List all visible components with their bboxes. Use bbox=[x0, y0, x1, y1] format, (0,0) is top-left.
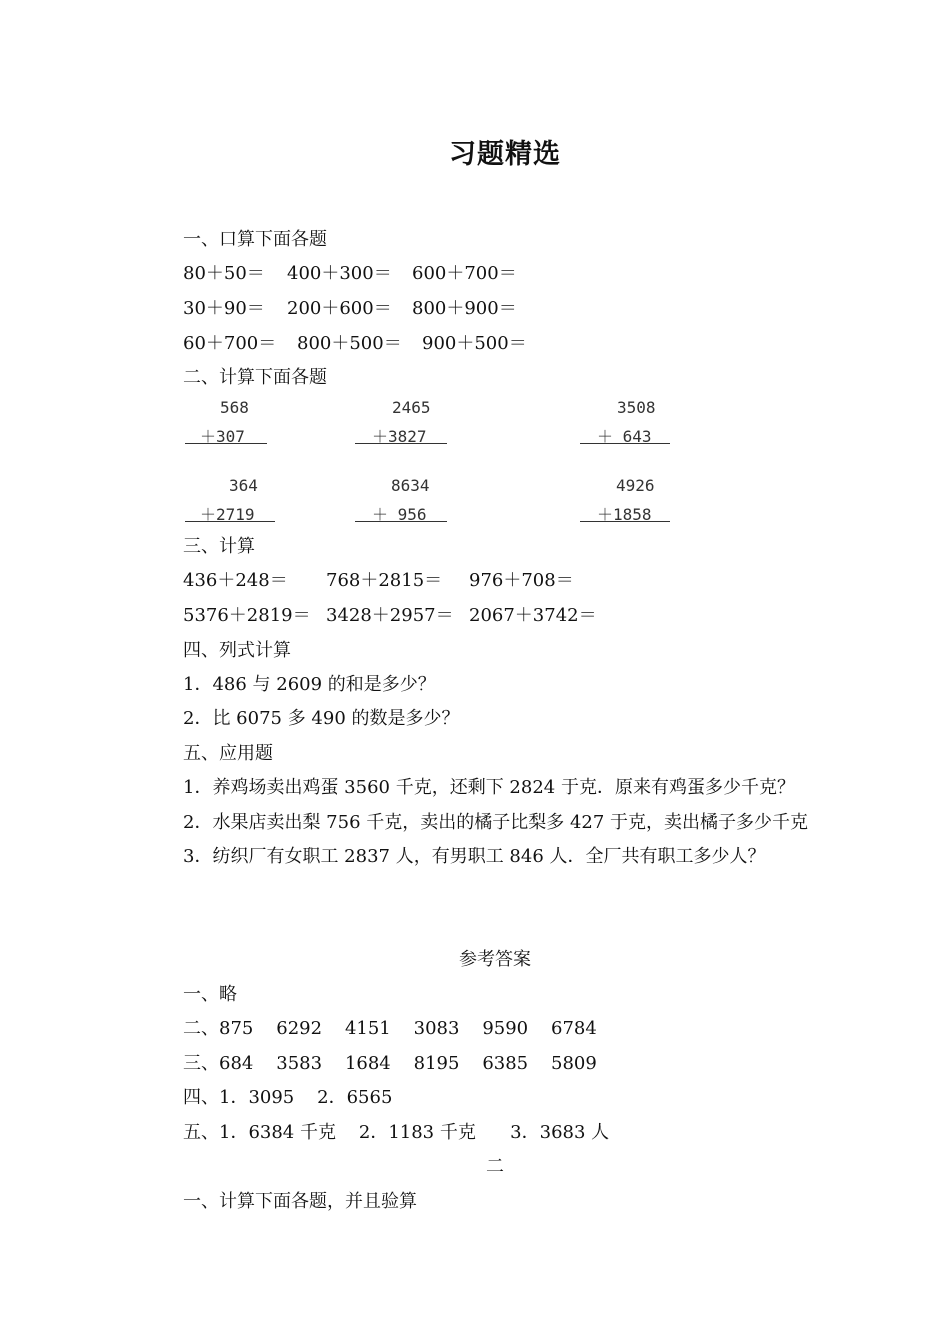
answer-line: 四、1．3095 2．6565 bbox=[183, 1087, 393, 1108]
addend-top: 8634 bbox=[391, 476, 430, 495]
s3-item: 976＋708＝ bbox=[469, 570, 574, 591]
addend-bottom: ＋1858 bbox=[597, 505, 652, 524]
sum-line bbox=[355, 443, 447, 444]
s4-item: 1．486 与 2609 的和是多少？ bbox=[183, 674, 436, 695]
part-2-marker: 二 bbox=[486, 1156, 504, 1177]
addend-bottom: ＋3827 bbox=[372, 427, 427, 446]
addend-top: 364 bbox=[229, 476, 258, 495]
answers-heading: 参考答案 bbox=[459, 949, 531, 970]
sum-line bbox=[580, 443, 670, 444]
s1-item: 60＋700＝ bbox=[183, 333, 277, 354]
answer-line: 三、684 3583 1684 8195 6385 5809 bbox=[183, 1053, 597, 1074]
s1-item: 80＋50＝ bbox=[183, 263, 265, 284]
section-4-heading: 四、列式计算 bbox=[183, 640, 291, 661]
part-2-heading: 一、计算下面各题，并且验算 bbox=[183, 1191, 417, 1212]
addend-bottom: ＋ 956 bbox=[372, 505, 427, 524]
answer-line: 二、875 6292 4151 3083 9590 6784 bbox=[183, 1018, 597, 1039]
addend-bottom: ＋2719 bbox=[200, 505, 255, 524]
answer-line: 一、略 bbox=[183, 984, 237, 1005]
sum-line bbox=[355, 521, 447, 522]
s1-item: 800＋900＝ bbox=[412, 298, 517, 319]
s1-item: 400＋300＝ bbox=[287, 263, 392, 284]
section-5-heading: 五、应用题 bbox=[183, 743, 273, 764]
s3-item: 3428＋2957＝ bbox=[326, 605, 454, 626]
addend-top: 3508 bbox=[617, 398, 656, 417]
page-title: 习题精选 bbox=[449, 139, 561, 170]
addend-top: 568 bbox=[220, 398, 249, 417]
s1-item: 200＋600＝ bbox=[287, 298, 392, 319]
section-1-heading: 一、口算下面各题 bbox=[183, 229, 327, 250]
addend-bottom: ＋ 643 bbox=[597, 427, 652, 446]
addend-bottom: ＋307 bbox=[200, 427, 245, 446]
s1-item: 600＋700＝ bbox=[412, 263, 517, 284]
s3-item: 768＋2815＝ bbox=[326, 570, 443, 591]
sum-line bbox=[580, 521, 670, 522]
addend-top: 4926 bbox=[616, 476, 655, 495]
s3-item: 5376＋2819＝ bbox=[183, 605, 311, 626]
s4-item: 2．比 6075 多 490 的数是多少？ bbox=[183, 708, 460, 729]
s1-item: 800＋500＝ bbox=[297, 333, 402, 354]
s3-item: 2067＋3742＝ bbox=[469, 605, 597, 626]
s1-item: 900＋500＝ bbox=[422, 333, 527, 354]
addend-top: 2465 bbox=[392, 398, 431, 417]
s5-item: 2．水果店卖出梨 756 千克，卖出的橘子比梨多 427 于克，卖出橘子多少千克 bbox=[183, 812, 809, 833]
s5-item: 1．养鸡场卖出鸡蛋 3560 千克，还剩下 2824 于克．原来有鸡蛋多少千克？ bbox=[183, 777, 795, 798]
s3-item: 436＋248＝ bbox=[183, 570, 288, 591]
s5-item: 3．纺织厂有女职工 2837 人，有男职工 846 人．全厂共有职工多少人？ bbox=[183, 846, 766, 867]
answer-line: 五、1．6384 千克 2．1183 千克 3．3683 人 bbox=[183, 1122, 610, 1143]
section-3-heading: 三、计算 bbox=[183, 536, 255, 557]
section-2-heading: 二、计算下面各题 bbox=[183, 367, 327, 388]
sum-line bbox=[185, 443, 267, 444]
sum-line bbox=[185, 521, 275, 522]
s1-item: 30＋90＝ bbox=[183, 298, 265, 319]
